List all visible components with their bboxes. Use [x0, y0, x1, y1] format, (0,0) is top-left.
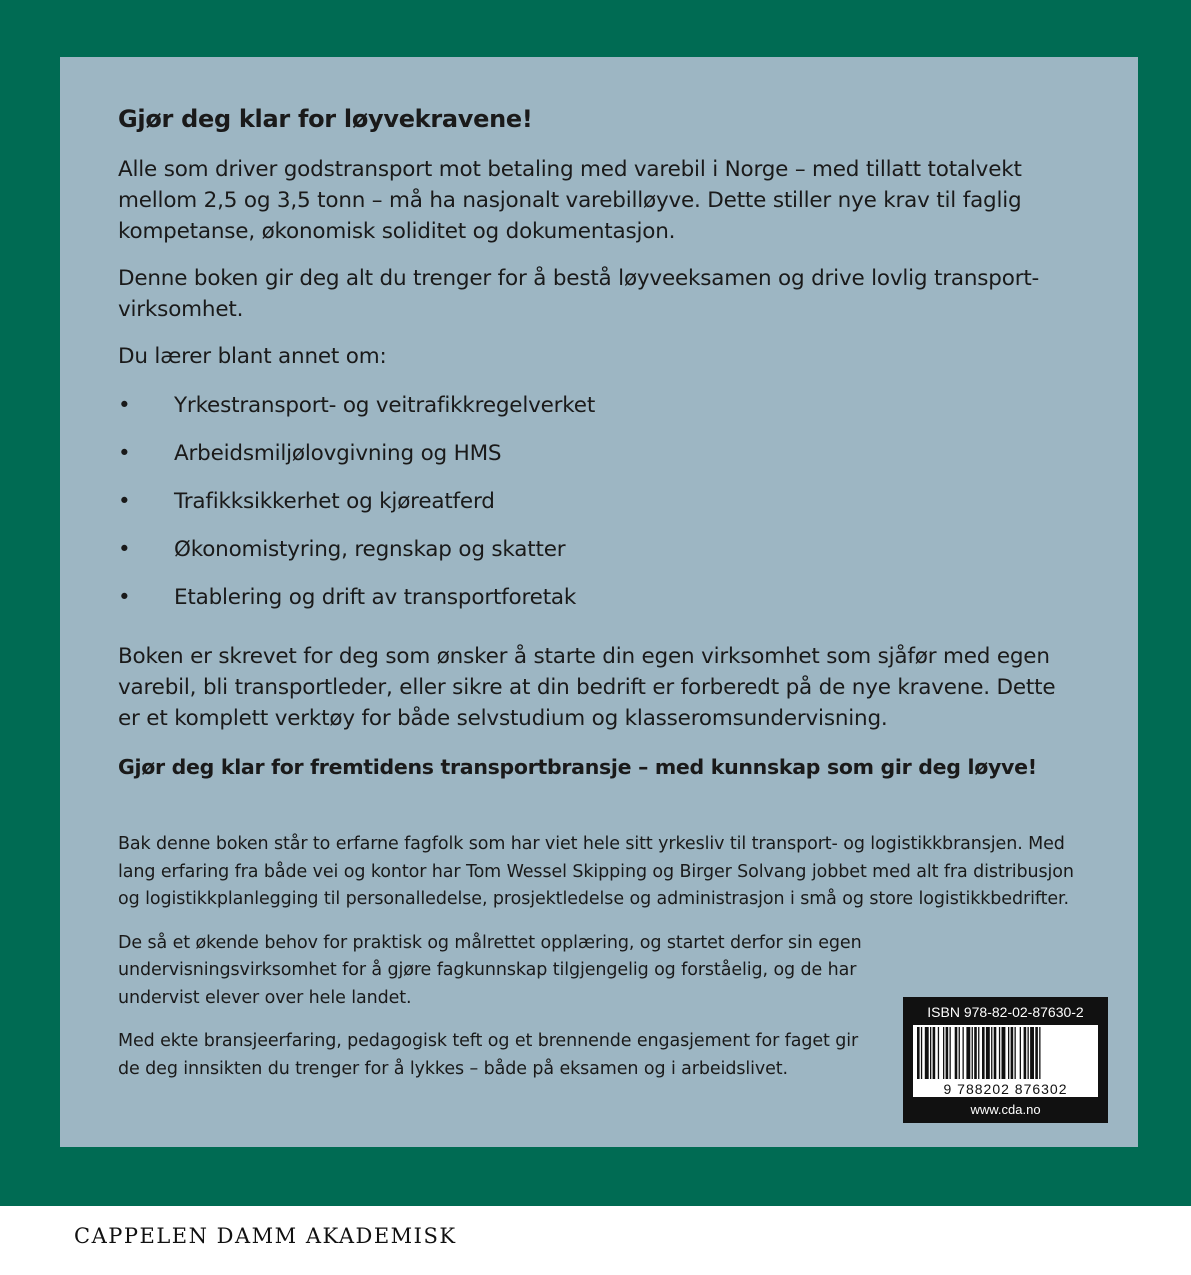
isbn-barcode: [903, 997, 1108, 1123]
bullet-icon: •: [118, 537, 131, 562]
list-item: • Økonomistyring, regnskap og skatter: [118, 534, 1058, 565]
about-paragraph-1: Bak denne boken står to erfarne fagfolk som har viet hele sitt yrkesliv til transport- og logistikkbransjen. Med lang erfaring fra både vei og kontor har Tom Wessel Skipping og Birger Solvang jobbet med alt fra distribusjon og logistikkplanlegging til personalledelse, prosjektledelse og administrasjon i små og store logistikkbedrifter.: [118, 834, 1074, 909]
about-paragraph-2: De så et økende behov for praktisk og målrettet opplæring, og startet derfor sin egen undervisningsvirksomhet for å gjøre fagkunnskap tilgjengelig og forståelig, og de har undervist elever over hele landet.: [118, 932, 862, 1008]
publisher-logo: CAPPELEN DAMM AKADEMISK: [74, 1224, 457, 1248]
intro-paragraph-2: Denne boken gir deg alt du trenger for å bestå løyveeksamen og drive lovlig transport-virksomhet.: [118, 266, 1040, 322]
list-item: • Yrkestransport- og veitrafikkregelverket: [118, 390, 1058, 421]
audience-paragraph: Boken er skrevet for deg som ønsker å starte din egen virksomhet som sjåfør med egen varebil, bli transportleder, eller sikre at din bedrift er forberedt på de nye kravene. Dette er et komplett verktøy for både selvstudium og klasseromsundervisning.: [118, 644, 1056, 731]
list-item: • Arbeidsmiljølovgivning og HMS: [118, 438, 1058, 469]
barcode-digits: 9 788202 876302: [943, 1081, 1068, 1097]
publisher-url: www.cda.no: [970, 1102, 1041, 1117]
topic-list: [118, 390, 1058, 613]
list-item: • Etablering og drift av transportforetak: [118, 582, 1058, 613]
bullet-icon: •: [118, 441, 131, 466]
bullet-icon: •: [118, 489, 131, 514]
tagline: Gjør deg klar for fremtidens transportbransje – med kunnskap som gir deg løyve!: [118, 755, 1037, 779]
description-block: [118, 105, 1058, 782]
text-panel: [60, 57, 1138, 1147]
about-paragraph-3: Med ekte bransjeerfaring, pedagogisk teft og et brennende engasjement for faget gir de deg innsikten du trenger for å lykkes – både på eksamen og i arbeidslivet.: [118, 1031, 859, 1079]
intro-paragraph-1: Alle som driver godstransport mot betaling med varebil i Norge – med tillatt totalvekt mellom 2,5 og 3,5 tonn – må ha nasjonalt varebilløyve. Dette stiller nye krav til faglig kompetanse, økonomisk soliditet og dokumentasjon.: [118, 157, 1022, 244]
bullet-icon: •: [118, 393, 131, 418]
list-intro: Du lærer blant annet om:: [118, 344, 387, 369]
bullet-icon: •: [118, 585, 131, 610]
headline: Gjør deg klar for løyvekravene!: [118, 105, 533, 133]
isbn-label: ISBN 978-82-02-87630-2: [909, 1001, 1102, 1023]
list-item: • Trafikksikkerhet og kjøreatferd: [118, 486, 1058, 517]
